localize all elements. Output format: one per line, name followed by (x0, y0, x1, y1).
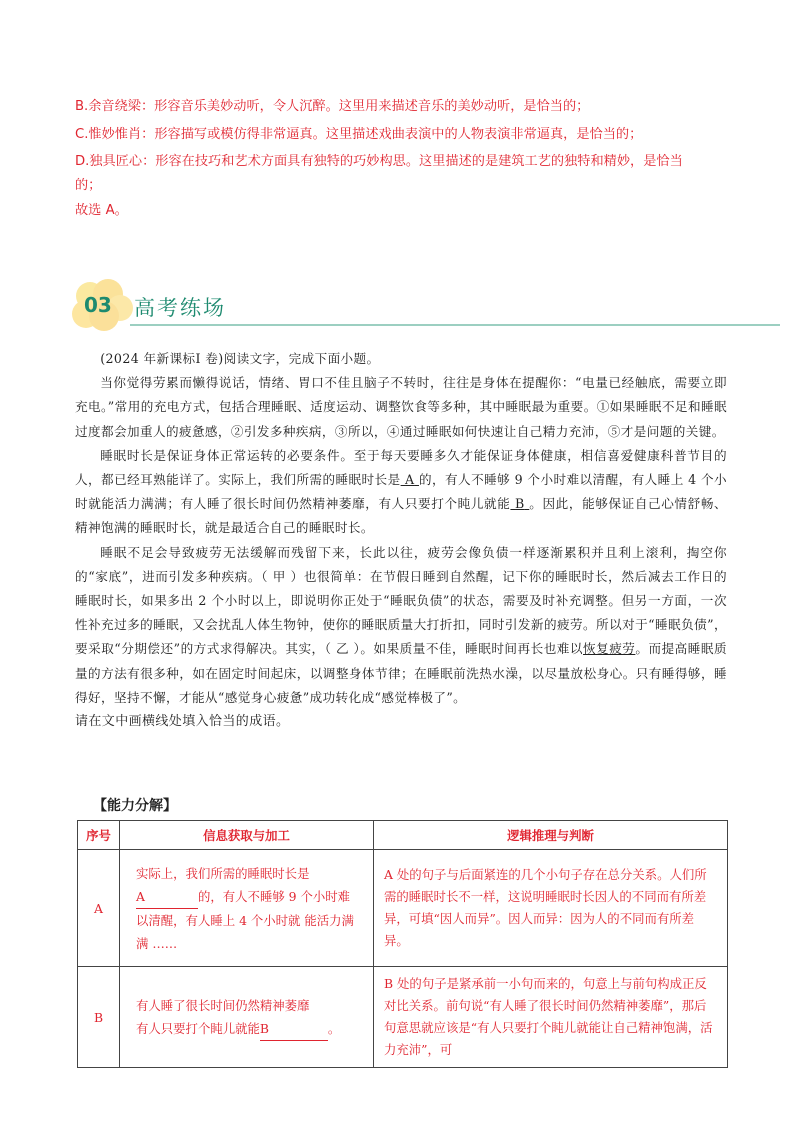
answer-c-explanation: C.惟妙惟肖：形容描写或模仿得非常逼真。这里描述戏曲表演中的人物表演非常逼真，是恰当的； (75, 127, 643, 142)
section-number: 03 (84, 293, 112, 317)
answer-b-explanation: B.余音绕梁：形容音乐美妙动听，令人沉醉。这里用来描述音乐的美妙动听，是恰当的； (75, 99, 590, 114)
section-header (70, 278, 710, 334)
passage-paragraph-3: 睡眠不足会导致疲劳无法缓解而残留下来，长此以往，疲劳会像负债一样逐渐累积并且利上滚利，掏空你的“家底”，进而引发多种疾病。（ 甲 ）也很简单：在节假日睡到自然醒，记下你的睡眠时长，然后减去工作日的睡眠时长，如果多出 2 个小时以上，即说明你正处于“睡眠负债”的状态，需要及时补充调整。但另一方面，一次性补充过多的睡眠，又会扰乱人体生物钟，使你的睡眠质量大打折扣，同时引发新的疲劳。所以对于“睡眠负债”，要采取“分期偿还”的方式求得解决。其实，（ 乙 ）。如果质量不佳，睡眠时间再长也难以恢复疲劳。而提高睡眠质量的方法有很多种，如在固定时间起床，以调整身体节律；在睡眠前洗热水澡，以尽量放松身心。只有睡得够，睡得好，坚持不懈，才能从“感觉身心疲惫”成功转化成“感觉棒极了”。 (75, 544, 727, 705)
underlined-phrase: 恢复疲劳 (583, 641, 636, 657)
passage (75, 347, 727, 734)
question-prompt: 请在文中画横线处填入恰当的成语。 (75, 714, 290, 730)
row-id: A (78, 850, 120, 967)
passage-paragraph-2: 睡眠时长是保证身体正常运转的必要条件。至于每天要睡多久才能保证身体健康，相信喜爱健康科普节目的人，都已经耳熟能详了。实际上，我们所需的睡眠时长是 A 的，有人不睡够 9 个小时难以清醒，有人睡上 4 个小时就能活力满满；有人睡了很长时间仍然精神萎靡，有人只要打个盹儿就能 B 。因此，能够保证自己心情舒畅、精神饱满的睡眠时长，就是最适合自己的睡眠时长。 (75, 447, 728, 536)
section-title: 高考练场 (134, 296, 226, 320)
row-info: 实际上，我们所需的睡眠时长是A 的，有人不睡够 9 个小时难以清醒，有人睡上 4 个小时就 能活力满满 …… (120, 850, 374, 967)
section-divider (130, 324, 780, 326)
table-row (78, 850, 728, 967)
answer-d-explanation-line1: D.独具匠心：形容在技巧和艺术方面具有独特的巧妙构思。这里描述的是建筑工艺的独特和精妙，是恰当 (75, 154, 683, 169)
ability-title: 【能力分解】 (93, 798, 177, 814)
header-logic: 逻辑推理与判断 (374, 821, 728, 850)
table-header-row (78, 821, 728, 850)
row-logic: B 处的句子是紧承前一小句而来的，句意上与前句构成正反对比关系。前句说“有人睡了很长时间仍然精神萎靡”，那后句意思就应该是“有人只要打个盹儿就能让自己精神饱满，活力充沛”，可 (374, 967, 728, 1068)
header-id: 序号 (78, 821, 120, 850)
ability-table (77, 820, 728, 1068)
row-logic: A 处的句子与后面紧连的几个小句子存在总分关系。人们所需的睡眠时长不一样，这说明睡眠时长因人的不同而有所差异，可填“因人而异”。因人而异：因为人的不同而有所差异。 (374, 850, 728, 967)
blank-b: B (515, 496, 525, 512)
passage-intro: (2024 年新课标Ⅰ 卷)阅读文字，完成下面小题。 (100, 351, 380, 366)
passage-paragraph-1: 当你觉得劳累而懒得说话，情绪、胃口不佳且脑子不转时，往往是身体在提醒你：“电量已经触底，需要立即充电。”常用的充电方式，包括合理睡眠、适度运动、调整饮食等多种，其中睡眠最为重要。①如果睡眠不足和睡眠过度都会加重人的疲惫感，②引发多种疾病，③所以，④通过睡眠如何快速让自己精力充沛，⑤才是问题的关键。 (75, 375, 727, 439)
blank-b: B (260, 1017, 328, 1041)
answer-d-explanation-line2: 的； (75, 178, 102, 193)
row-info: 有人睡了很长时间仍然精神萎靡 有人只要打个盹儿就能B 。 (120, 967, 374, 1068)
blank-a: A (405, 472, 415, 488)
header-info: 信息获取与加工 (120, 821, 374, 850)
answer-conclusion: 故选 A。 (75, 203, 128, 218)
table-row (78, 967, 728, 1068)
blank-a: A (136, 885, 198, 909)
row-id: B (78, 967, 120, 1068)
